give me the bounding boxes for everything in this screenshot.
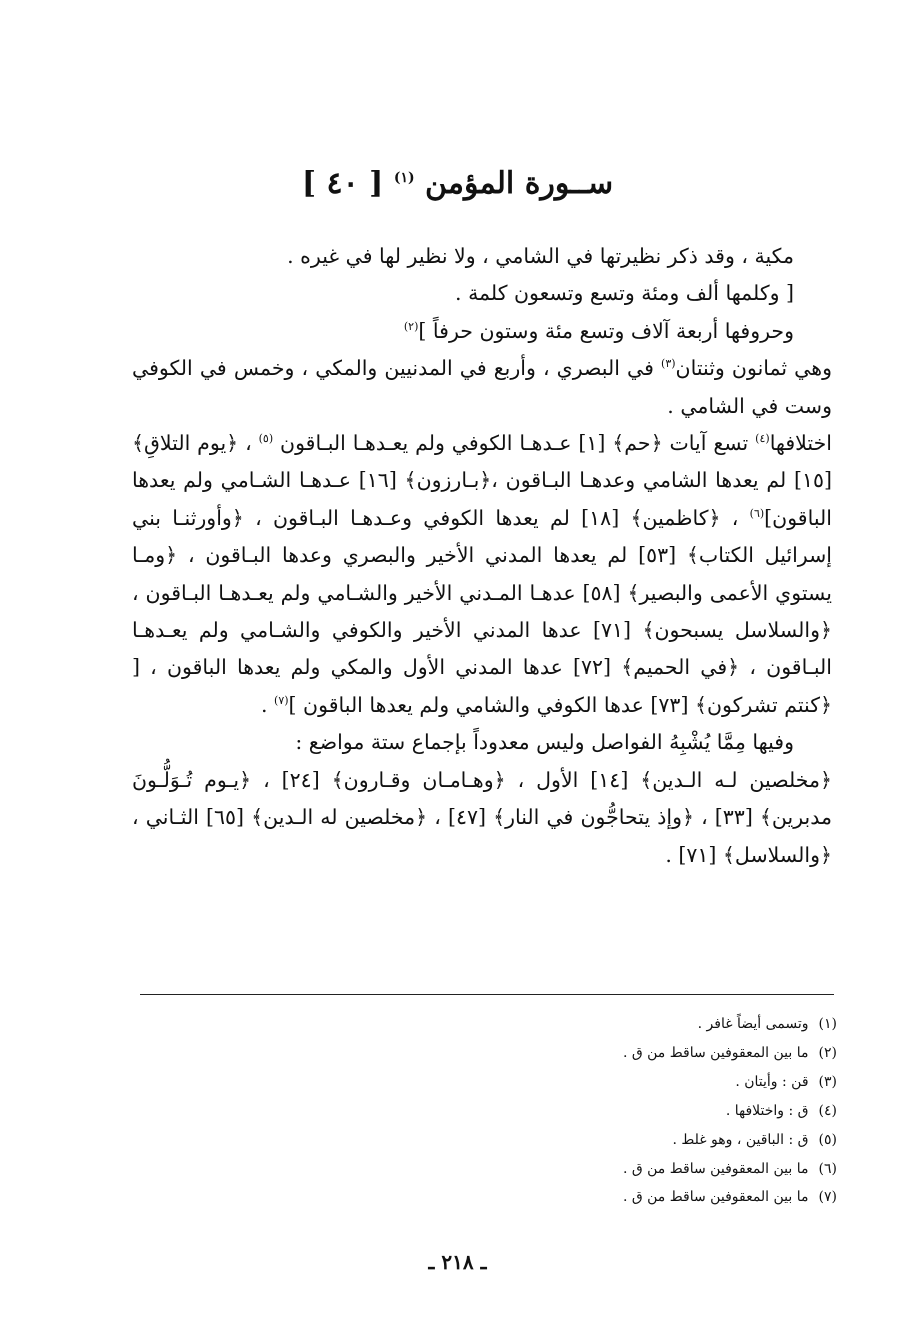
footnote-7: (٧)ما بين المعقوفين ساقط من ق . (622, 1189, 837, 1206)
footnote-ref-7: (٧) (274, 694, 289, 708)
surah-number: [ ٤٠ ] (301, 166, 384, 201)
footnote-ref-5: (٥) (258, 432, 274, 446)
surah-title (0, 150, 915, 212)
paragraph-differences: اختلافها$^{(٤)}$ تسع آيات ﴿حم﴾ [١] عـدهـا الكوفي ولم يعـدهـا البـاقون $^{(٥)}$ ، ﴿يوم التلاقِ﴾ [١٥] لم يعدها الشامي وعدهـا البـاقون ،﴿بـارزون﴾ [١٦] عـدهـا الشـامي ولم يعدها الباقون]$^{(٦)}$ ، ﴿كاظمين﴾ [١٨] لم يعدها الكوفي وعـدهـا البـاقون ، ﴿وأورثنـا بني إسرائيل الكتاب﴾ [٥٣] لم يعدها المدني الأخير والبصري وعدها البـاقون ، ﴿ومـا يستوي الأعمى والبصير﴾ [٥٨] عدهـا المـدني الأخير والشـامي ولم يعـدهـا البـاقون ، ﴿والسلاسل يسبحون﴾ [٧١] عدها المدني الأخير والكوفي والشـامي ولم يعـدهـا البـاقون ، ﴿في الحميم﴾ [٧٢] عدها المدني الأول والمكي ولم يعدها الباقون ، [ ﴿كنتم تشركون﴾ [٧٣] عدها الكوفي والشامي ولم يعدها الباقون ]$^{(٧)}$ . (132, 431, 832, 717)
surah-name: ســورة المؤمن (425, 166, 614, 201)
footnote-1: (١)وتسمى أيضاً غافر . (697, 1016, 837, 1032)
paragraph-verse-count: وهي ثمانون وثنتان$^{(٣)}$ في البصري ، وأربع في المدنيين والمكي ، وخمس في الكوفي وست في الشامي . (132, 356, 832, 418)
paragraph-similar-intro: وفيها مِمَّا يُشْبِهُ الفواصل وليس معدوداً بإجماع ستة مواضع : (295, 730, 794, 755)
footnote-ref-4: (٤) (755, 432, 770, 446)
page-number: ـ ٢١٨ ـ (428, 1250, 487, 1274)
footnote-ref-1: (١) (393, 170, 415, 186)
footnote-4: (٤)ق : واختلافها . (725, 1102, 837, 1119)
footnote-ref-6: (٦) (749, 507, 765, 521)
footnotes (237, 1010, 837, 1212)
footnote-ref-2: (٢) (403, 319, 419, 333)
paragraph-words-count: [ وكلمها ألف ومئة وتسع وتسعون كلمة . (455, 281, 794, 306)
footnote-separator (140, 994, 834, 995)
footnote-5: (٥)ق : الباقين ، وهو غلط . (672, 1131, 837, 1148)
footnote-2: (٢)ما بين المعقوفين ساقط من ق . (622, 1044, 837, 1061)
footnote-3: (٣)قن : وأيتان . (735, 1073, 837, 1090)
paragraph-similar-list: ﴿مخلصين لـه الـدين﴾ [١٤] الأول ، ﴿وهـامـان وقـارون﴾ [٢٤] ، ﴿يـوم تُـوَلُّـونَ مدبرين﴾ [٣٣] ، ﴿وإذ يتحاجُّون في النار﴾ [٤٧] ، ﴿مخلصين له الـدين﴾ [٦٥] الثـاني ، ﴿والسلاسل﴾ [٧١] . (132, 767, 832, 867)
main-text (132, 238, 832, 874)
footnote-6: (٦)ما بين المعقوفين ساقط من ق . (622, 1160, 837, 1177)
paragraph-letters-count: وحروفها أربعة آلاف وتسع مئة وستون حرفاً ]$^{(٢)}$ (403, 318, 794, 343)
paragraph-makkiyya: مكية ، وقد ذكر نظيرتها في الشامي ، ولا نظير لها في غيره . (287, 244, 794, 268)
footnote-ref-3: (٣) (661, 357, 676, 371)
